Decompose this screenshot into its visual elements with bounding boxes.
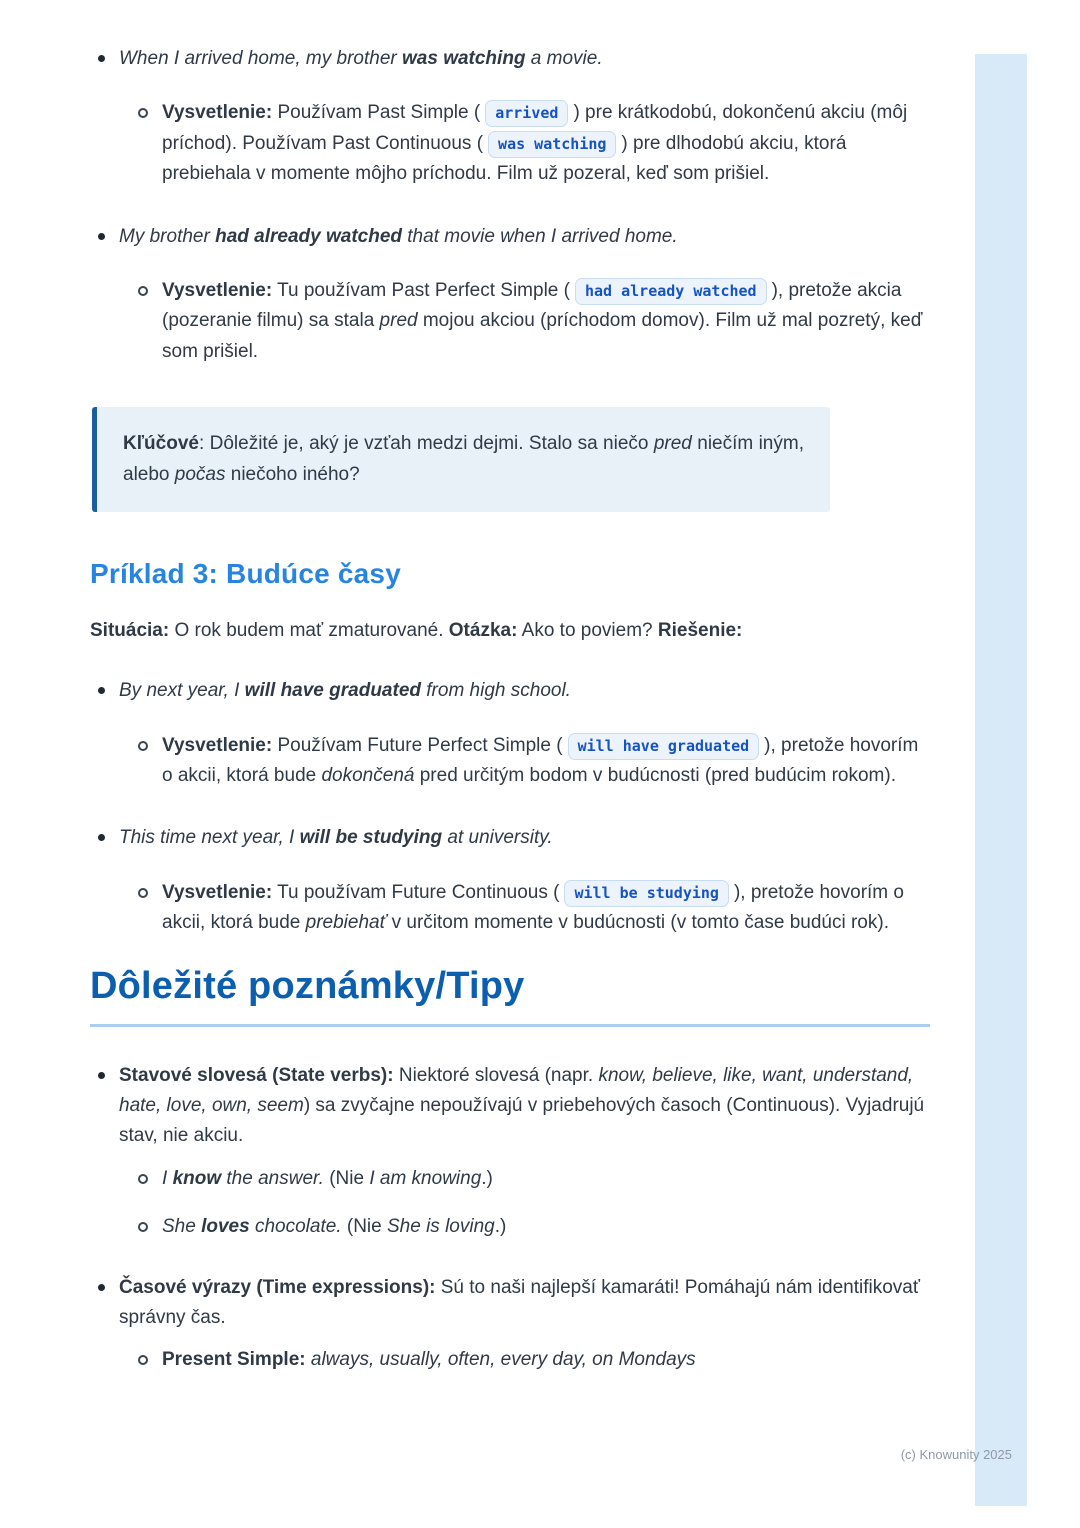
- bullet-circle-icon: [138, 1355, 148, 1365]
- bullet-item: [98, 44, 930, 74]
- explanation-text: [162, 276, 930, 367]
- example-sentence: [162, 1164, 930, 1194]
- text-segment: Vysvetlenie:: [162, 102, 273, 124]
- text-segment: loves: [201, 1216, 250, 1238]
- text-segment: I am knowing: [369, 1167, 482, 1189]
- text-segment: Situácia:: [90, 619, 170, 641]
- sub-bullet-item: [138, 1345, 930, 1375]
- bullet-item: [98, 1273, 930, 1334]
- bullet-dot-icon: [98, 687, 105, 694]
- text-segment: She: [162, 1216, 202, 1238]
- text-segment: dokončená: [321, 764, 415, 786]
- text-segment: will be studying: [299, 827, 443, 849]
- bullet-circle-icon: [138, 1222, 148, 1232]
- text-segment: that movie when I arrived home.: [402, 225, 678, 247]
- text-segment: By next year, I: [119, 680, 245, 702]
- bullet-item: [98, 1061, 930, 1152]
- sub-bullet-item: [138, 1212, 930, 1242]
- text-segment: Stavové slovesá (State verbs):: [119, 1064, 394, 1086]
- text-segment: was watching: [402, 48, 526, 69]
- text-segment: was watching: [488, 131, 616, 158]
- text-segment: This time next year, I: [119, 827, 300, 849]
- text-segment: had already watched: [215, 225, 402, 247]
- text-segment: Používam Past Simple (: [272, 102, 481, 124]
- text-segment: Kľúčové: [123, 433, 199, 455]
- sub-bullet-item: [138, 731, 930, 792]
- bullet-dot-icon: [98, 233, 105, 240]
- sub-bullet-item: [138, 1164, 930, 1194]
- text-segment: Časové výrazy (Time expressions):: [119, 1276, 436, 1298]
- bullet-dot-icon: [98, 1284, 105, 1291]
- text-segment: Sú to naši najlepší kamaráti! Pomáhajú nám identifikovať správny čas.: [119, 1276, 920, 1328]
- bullet-circle-icon: [138, 286, 148, 296]
- text-segment: mojou akciou (príchodom domov). Film už mal pozretý, keď som prišiel.: [162, 310, 923, 362]
- text-segment: Ako to poviem?: [517, 619, 658, 641]
- text-segment: know: [172, 1167, 222, 1189]
- text-segment: will have graduated: [568, 733, 760, 760]
- section-heading-priklad3: Príklad 3: Budúce časy: [90, 557, 401, 589]
- text-segment: prebiehať: [305, 912, 387, 934]
- text-segment: chocolate.: [249, 1216, 342, 1238]
- text-segment: .): [481, 1167, 493, 1189]
- key-note-callout: [92, 407, 830, 512]
- example-sentence: [119, 44, 930, 74]
- text-segment: v určitom momente v budúcnosti (v tomto čase budúci rok).: [386, 912, 889, 934]
- callout-text: [123, 428, 804, 491]
- text-segment: pred: [379, 310, 418, 332]
- bullet-circle-icon: [138, 108, 148, 118]
- section-heading-tipy: Dôležité poznámky/Tipy: [90, 965, 930, 1027]
- sub-bullet-item: [138, 276, 930, 367]
- explanation-text: [162, 878, 930, 939]
- bullet-dot-icon: [98, 55, 105, 62]
- tip-text: [119, 1273, 930, 1334]
- text-segment: O rok budem mať zmaturované.: [169, 619, 449, 641]
- text-segment: ), pretože hovorím o akcii, ktorá bude: [162, 881, 904, 934]
- text-segment: niečím iným, alebo: [123, 433, 804, 486]
- text-segment: know, believe, like, want, understand, hate, love, own, seem: [119, 1064, 914, 1116]
- explanation-text: [162, 98, 930, 189]
- scrollbar-track[interactable]: [975, 54, 1027, 1506]
- example-sentence: [119, 676, 930, 706]
- text-segment: a movie.: [525, 48, 603, 69]
- example-sentence: [119, 823, 930, 853]
- text-segment: arrived: [485, 100, 568, 127]
- text-segment: I: [162, 1167, 173, 1189]
- text-segment: : Dôležité je, aký je vzťah medzi dejmi. Stalo sa niečo: [198, 433, 654, 455]
- text-segment: will have graduated: [244, 680, 421, 702]
- bullet-dot-icon: [98, 834, 105, 841]
- text-segment: Niektoré slovesá (napr.: [393, 1064, 599, 1086]
- example-sentence: [119, 222, 930, 252]
- text-segment: Vysvetlenie:: [162, 881, 273, 903]
- text-segment: Otázka:: [448, 619, 518, 641]
- text-segment: the answer.: [221, 1167, 324, 1189]
- text-segment: Používam Future Perfect Simple (: [272, 734, 563, 756]
- text-segment: niečoho iného?: [225, 464, 360, 486]
- text-segment: When I arrived home, my brother: [119, 48, 402, 69]
- bullet-dot-icon: [98, 1072, 105, 1079]
- text-segment: Tu používam Future Continuous (: [272, 881, 560, 903]
- tip-text: [162, 1345, 930, 1375]
- copyright-watermark: (c) Knowunity 2025: [900, 1447, 1012, 1462]
- text-segment: (Nie: [323, 1167, 370, 1189]
- text-segment: ), pretože hovorím o akcii, ktorá bude: [162, 734, 919, 786]
- bullet-circle-icon: [138, 888, 148, 898]
- example-sentence: [162, 1212, 930, 1242]
- tip-text: [119, 1061, 930, 1152]
- text-segment: My brother: [119, 225, 216, 247]
- text-segment: always, usually, often, every day, on Mondays: [310, 1349, 696, 1371]
- text-segment: ) sa zvyčajne nepoužívajú v priebehových časoch (Continuous). Vyjadrujú stav, nie akciu.: [119, 1094, 925, 1147]
- text-segment: Tu používam Past Perfect Simple (: [272, 279, 570, 301]
- text-segment: pred: [653, 433, 692, 455]
- text-segment: ) pre krátkodobú, dokončenú akciu (môj príchod). Používam Past Continuous (: [162, 102, 908, 154]
- text-segment: Vysvetlenie:: [162, 734, 273, 756]
- text-segment: (Nie: [341, 1216, 387, 1238]
- text-segment: Riešenie:: [657, 619, 743, 641]
- text-segment: počas: [174, 464, 226, 486]
- text-segment: at university.: [442, 827, 553, 849]
- text-segment: will be studying: [564, 880, 729, 907]
- explanation-text: [162, 731, 930, 792]
- text-segment: pred určitým bodom v budúcnosti (pred budúcim rokom).: [414, 764, 896, 786]
- bullet-item: [98, 823, 930, 853]
- text-segment: Present Simple:: [162, 1349, 306, 1371]
- text-segment: ) pre dlhodobú akciu, ktorá prebiehala v momente môjho príchodu. Film už pozeral, keď som prišiel.: [162, 132, 847, 185]
- sub-bullet-item: [138, 878, 930, 939]
- text-segment: ), pretože akcia (pozeranie filmu) sa stala: [162, 279, 902, 332]
- bullet-circle-icon: [138, 1174, 148, 1184]
- bullet-circle-icon: [138, 741, 148, 751]
- situation-line: [90, 616, 930, 646]
- text-segment: from high school.: [421, 680, 571, 702]
- text-segment: .): [494, 1216, 507, 1238]
- sub-bullet-item: [138, 98, 930, 189]
- bullet-item: [98, 676, 930, 706]
- text-segment: had already watched: [575, 278, 767, 305]
- bullet-item: [98, 222, 930, 252]
- text-segment: She is loving: [387, 1216, 495, 1238]
- text-segment: Vysvetlenie:: [162, 279, 273, 301]
